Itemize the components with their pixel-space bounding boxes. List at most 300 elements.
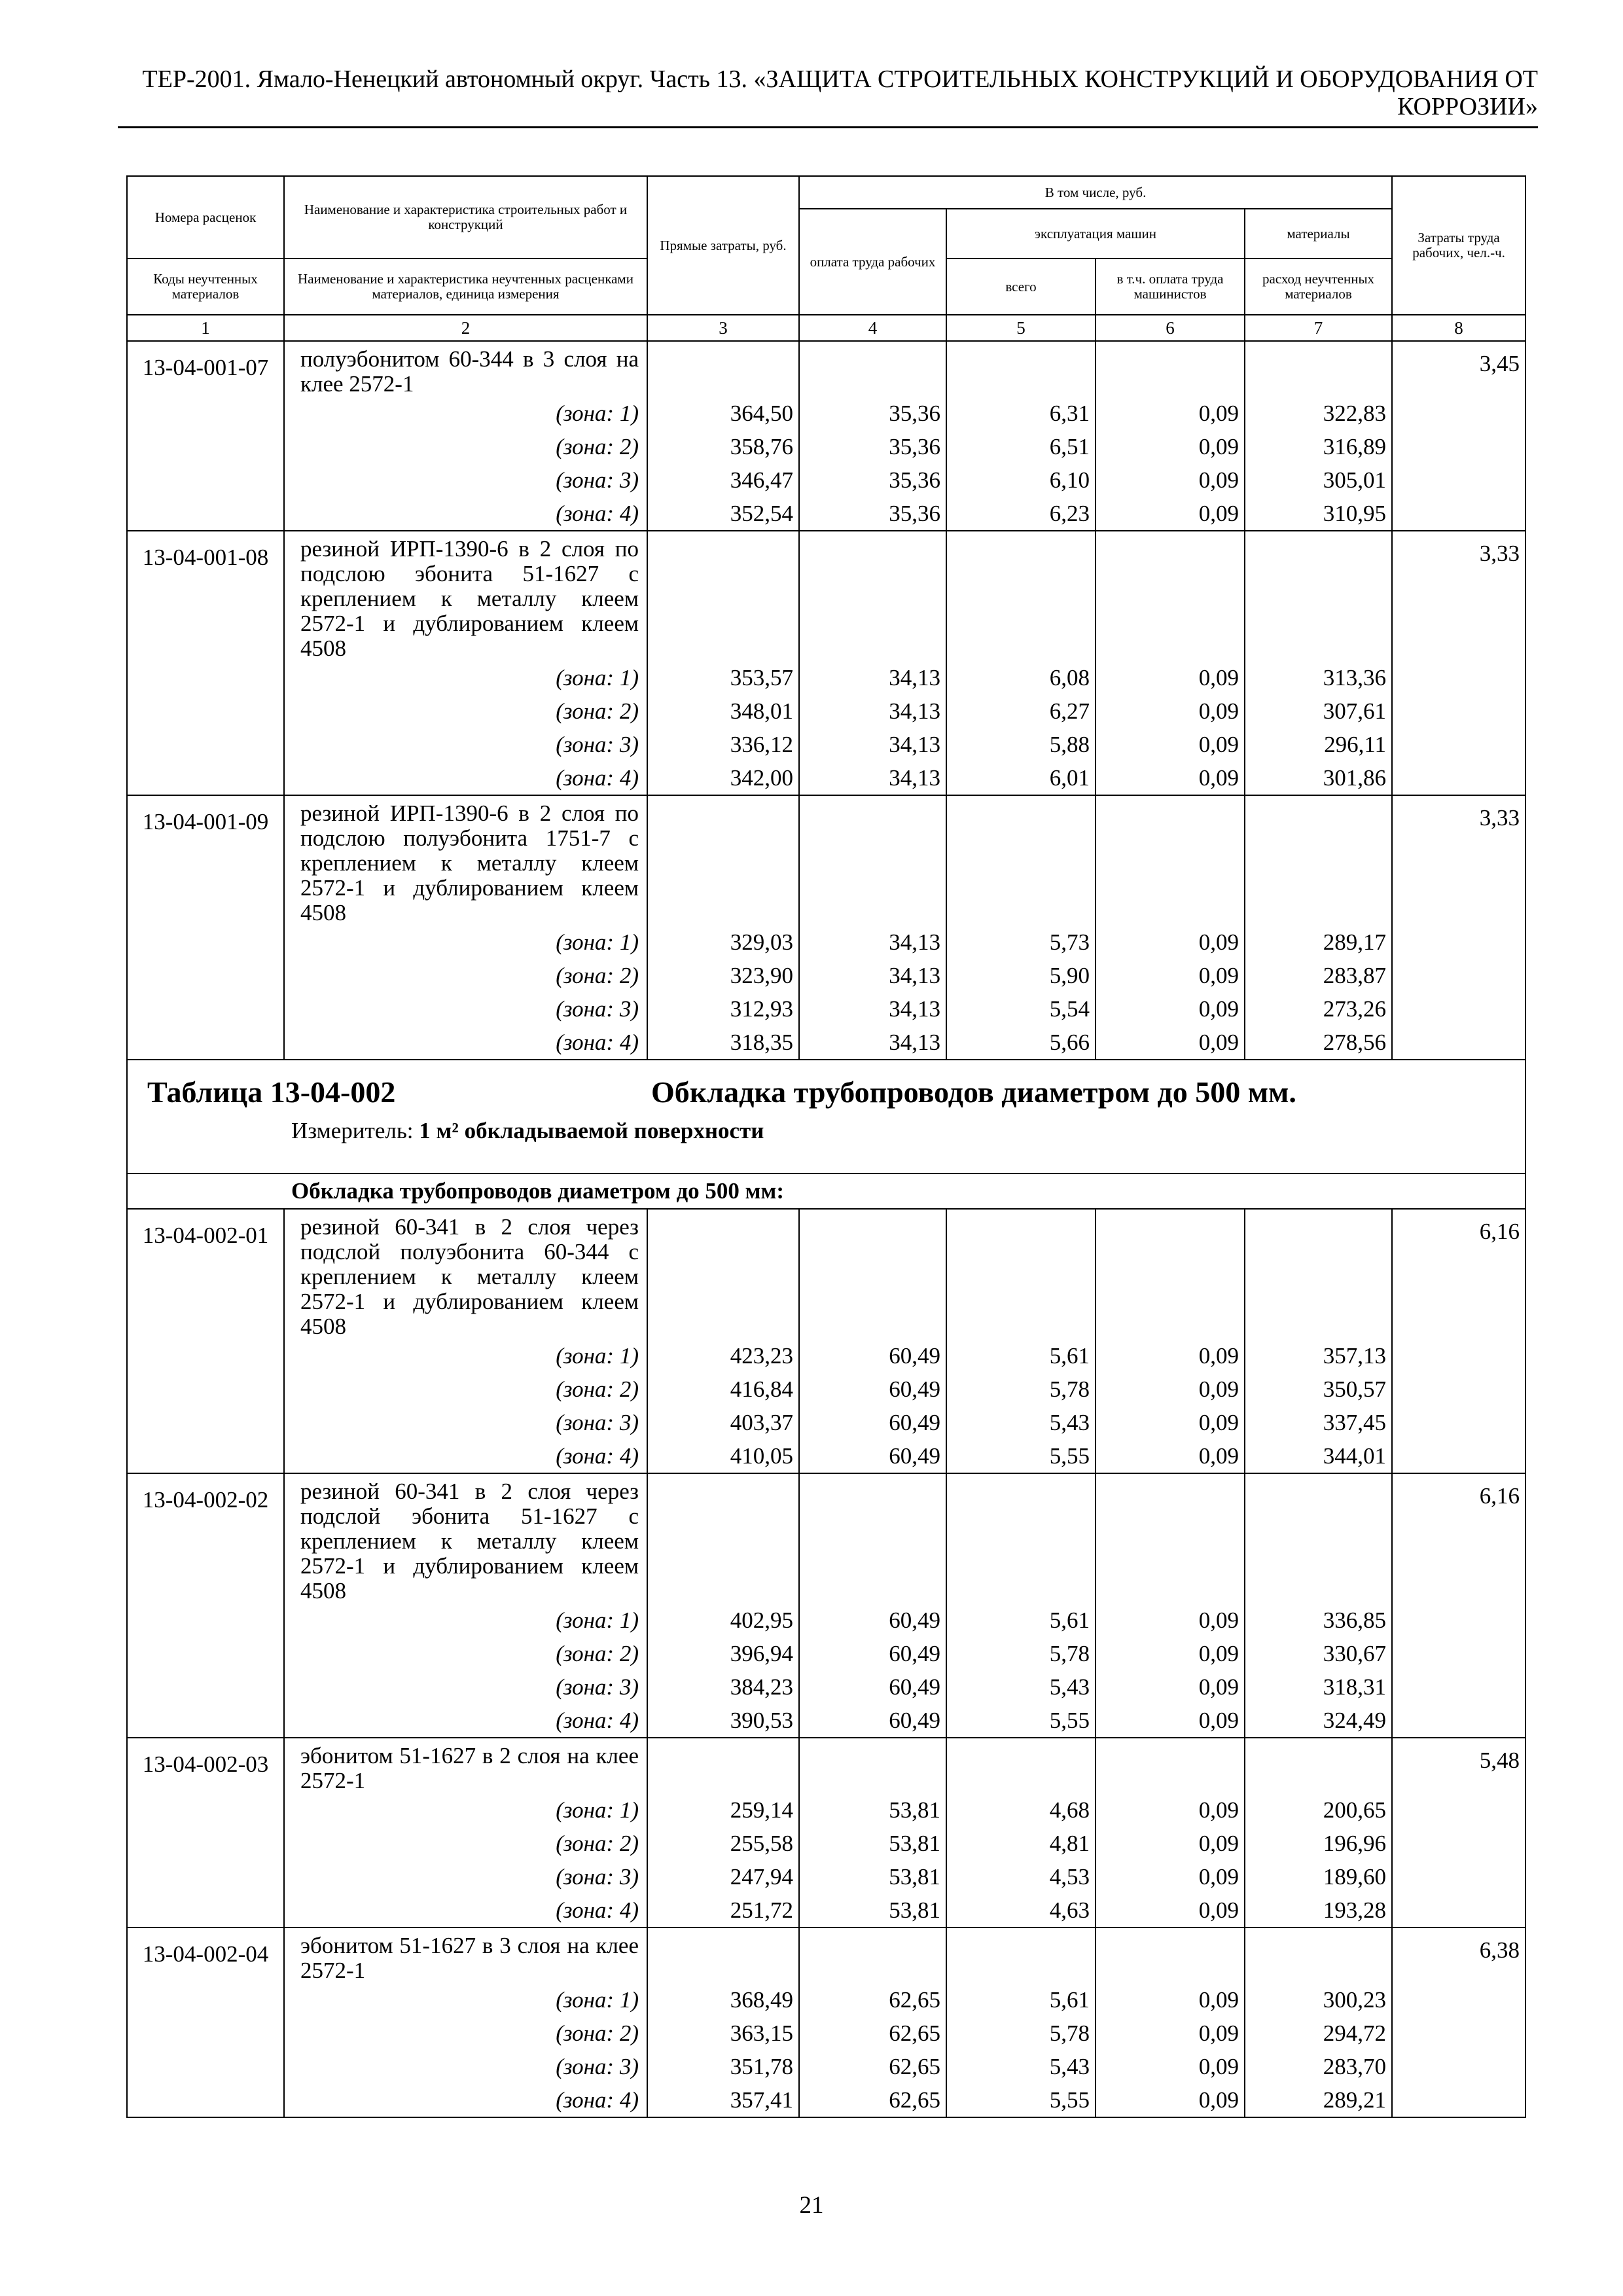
zone-value: 396,94 [730,1641,793,1666]
value-column [799,341,946,531]
rate-description-cell [284,531,647,795]
zone-value: 410,05 [730,1443,793,1469]
description-spacer [947,531,1095,661]
zone-label: (зона: 1) [556,1797,639,1823]
head-direct-cost: Прямые затраты, руб. [647,176,799,315]
zone-value: 403,37 [730,1410,793,1435]
zone-value: 5,78 [1049,1376,1090,1402]
value-column [647,1738,799,1928]
rate-description-cell [284,1473,647,1738]
zone-value: 5,78 [1049,1641,1090,1666]
description-spacer [1245,796,1391,925]
labor-value: 3,45 [1392,341,1525,531]
zone-value: 5,43 [1049,1674,1090,1700]
zone-value: 384,23 [730,1674,793,1700]
zone-value: 278,56 [1323,1030,1387,1055]
description-spacer [800,1210,946,1339]
zone-value: 0,09 [1198,765,1239,791]
rate-entry [127,1738,1525,1928]
description-spacer [648,796,798,925]
zone-value: 330,67 [1323,1641,1387,1666]
value-column [946,531,1096,795]
zone-value: 324,49 [1323,1708,1387,1733]
rate-entry [127,1473,1525,1738]
zone-label: (зона: 4) [556,1897,639,1923]
zone-value: 353,57 [730,665,793,691]
zone-value: 60,49 [889,1443,940,1469]
zone-value: 34,13 [889,996,940,1022]
zone-value: 0,09 [1198,1987,1239,2013]
zone-value: 60,49 [889,1607,940,1633]
zone-value: 348,01 [730,698,793,724]
zone-value: 0,09 [1198,929,1239,955]
col-number: 7 [1245,315,1392,341]
zone-value: 0,09 [1198,1864,1239,1890]
zone-value: 368,49 [730,1987,793,2013]
zone-label: (зона: 4) [556,1030,639,1055]
description-spacer [800,1738,946,1793]
zone-value: 301,86 [1323,765,1387,791]
zone-value: 357,41 [730,2087,793,2113]
value-column [799,1209,946,1473]
value-column [799,1738,946,1928]
zone-value: 5,61 [1049,1343,1090,1369]
value-column [799,795,946,1060]
zone-value: 0,09 [1198,2054,1239,2079]
description-spacer [947,1738,1095,1793]
zone-value: 329,03 [730,929,793,955]
value-column [946,1928,1096,2117]
labor-value: 6,38 [1392,1928,1525,2117]
rate-code: 13-04-002-02 [127,1473,284,1738]
head-material-use: расход неучтенных материалов [1245,259,1392,315]
zone-value: 0,09 [1198,1443,1239,1469]
rate-description-cell [284,1209,647,1473]
rate-description: эбонитом 51-1627 в 3 слоя на клее 2572-1 [300,1933,639,1983]
zone-label: (зона: 3) [556,996,639,1022]
zone-value: 34,13 [889,929,940,955]
zone-value: 35,36 [889,401,940,426]
zone-value: 4,68 [1049,1797,1090,1823]
zone-value: 60,49 [889,1410,940,1435]
value-column [946,1473,1096,1738]
zone-label: (зона: 3) [556,2054,639,2079]
zone-value: 5,73 [1049,929,1090,955]
labor-value: 3,33 [1392,531,1525,795]
zone-value: 6,08 [1049,665,1090,691]
zone-value: 0,09 [1198,665,1239,691]
description-spacer [1096,531,1244,661]
head-wage: оплата труда рабочих [799,209,946,315]
header-line-2: КОРРОЗИИ» [1397,93,1538,120]
value-column [799,1473,946,1738]
zone-value: 358,76 [730,434,793,459]
col-number: 6 [1096,315,1245,341]
value-column [1096,341,1245,531]
description-spacer [947,1474,1095,1604]
value-column [799,1928,946,2117]
zone-value: 352,54 [730,501,793,526]
zone-label: (зона: 2) [556,2020,639,2046]
zone-value: 289,17 [1323,929,1387,955]
zone-value: 322,83 [1323,401,1387,426]
labor-value: 6,16 [1392,1473,1525,1738]
zone-value: 336,85 [1323,1607,1387,1633]
description-spacer [648,1738,798,1793]
zone-label: (зона: 2) [556,1831,639,1856]
description-spacer [800,1474,946,1604]
zone-value: 0,09 [1198,1831,1239,1856]
head-group: В том числе, руб. [799,176,1392,209]
running-header [118,65,1538,120]
value-column [1245,1738,1392,1928]
value-column [1245,1209,1392,1473]
labor-value: 6,16 [1392,1209,1525,1473]
zone-value: 0,09 [1198,1641,1239,1666]
description-spacer [648,1474,798,1604]
zone-value: 313,36 [1323,665,1387,691]
zone-value: 0,09 [1198,1343,1239,1369]
rate-code: 13-04-001-07 [127,341,284,531]
value-column [647,1209,799,1473]
zone-value: 6,31 [1049,401,1090,426]
description-spacer [800,1928,946,1983]
description-spacer [648,342,798,397]
value-column [1096,531,1245,795]
zone-value: 4,63 [1049,1897,1090,1923]
description-spacer [648,1928,798,1983]
zone-value: 5,43 [1049,2054,1090,2079]
zone-value: 5,61 [1049,1987,1090,2013]
zone-label: (зона: 3) [556,1674,639,1700]
zone-value: 0,09 [1198,2087,1239,2113]
col-number: 3 [647,315,799,341]
description-spacer [947,796,1095,925]
measure-label: Измеритель: [291,1118,414,1143]
rate-entry [127,1209,1525,1473]
zone-value: 357,13 [1323,1343,1387,1369]
zone-value: 310,95 [1323,501,1387,526]
rate-description: эбонитом 51-1627 в 2 слоя на клее 2572-1 [300,1743,639,1793]
zone-value: 296,11 [1324,732,1387,757]
zone-value: 196,96 [1323,1831,1387,1856]
labor-value: 5,48 [1392,1738,1525,1928]
zone-value: 0,09 [1198,1410,1239,1435]
zone-value: 200,65 [1323,1797,1387,1823]
rate-description: резиной 60-341 в 2 слоя через подслой эбонита 51-1627 с креплением к металлу клеем 2572-1 и дублированием клеем 4508 [300,1479,639,1604]
value-column [1096,1738,1245,1928]
zone-value: 318,31 [1323,1674,1387,1700]
description-spacer [1245,1474,1391,1604]
zone-value: 289,21 [1323,2087,1387,2113]
value-column [647,1928,799,2117]
zone-value: 351,78 [730,2054,793,2079]
zone-value: 300,23 [1323,1987,1387,2013]
zone-value: 34,13 [889,765,940,791]
zone-value: 342,00 [730,765,793,791]
zone-value: 60,49 [889,1376,940,1402]
value-column [1096,1209,1245,1473]
value-column [1245,1473,1392,1738]
zone-label: (зона: 2) [556,434,639,459]
zone-value: 5,66 [1049,1030,1090,1055]
description-spacer [800,342,946,397]
value-column [1245,795,1392,1060]
description-spacer [1245,1210,1391,1339]
zone-value: 34,13 [889,698,940,724]
zone-value: 273,26 [1323,996,1387,1022]
rate-code: 13-04-002-04 [127,1928,284,2117]
zone-value: 259,14 [730,1797,793,1823]
zone-value: 294,72 [1323,2020,1387,2046]
value-column [946,1738,1096,1928]
description-spacer [1245,1738,1391,1793]
description-spacer [1245,1928,1391,1983]
zone-value: 4,53 [1049,1864,1090,1890]
zone-value: 346,47 [730,467,793,493]
zone-value: 34,13 [889,665,940,691]
zone-label: (зона: 4) [556,1443,639,1469]
zone-value: 336,12 [730,732,793,757]
page-number: 21 [799,2192,824,2219]
zone-value: 5,90 [1049,963,1090,988]
zone-value: 318,35 [730,1030,793,1055]
zone-value: 0,09 [1198,963,1239,988]
description-spacer [947,1928,1095,1983]
zone-value: 53,81 [889,1897,940,1923]
zone-value: 62,65 [889,1987,940,2013]
zone-label: (зона: 1) [556,665,639,691]
zone-label: (зона: 4) [556,501,639,526]
zone-label: (зона: 3) [556,732,639,757]
zone-value: 4,81 [1049,1831,1090,1856]
table-title-row [127,1060,1525,1174]
value-column [946,1209,1096,1473]
rate-code: 13-04-002-03 [127,1738,284,1928]
zone-label: (зона: 1) [556,1987,639,2013]
rate-description-cell [284,341,647,531]
zone-value: 6,27 [1049,698,1090,724]
zone-value: 53,81 [889,1797,940,1823]
zone-value: 0,09 [1198,1674,1239,1700]
col-number: 1 [127,315,284,341]
zone-value: 193,28 [1323,1897,1387,1923]
description-spacer [648,531,798,661]
zone-value: 305,01 [1323,467,1387,493]
zone-value: 35,36 [889,467,940,493]
zone-value: 0,09 [1198,996,1239,1022]
zone-value: 0,09 [1198,401,1239,426]
zone-label: (зона: 2) [556,1376,639,1402]
zone-value: 60,49 [889,1674,940,1700]
zone-value: 6,23 [1049,501,1090,526]
value-column [1245,341,1392,531]
zone-value: 60,49 [889,1343,940,1369]
head-code-bottom: Коды неучтенных материалов [127,259,284,315]
rate-description: резиной ИРП-1390-6 в 2 слоя по подслою эбонита 51-1627 с креплением к металлу клеем 2572-1 и дублированием клеем 4508 [300,536,639,661]
zone-value: 255,58 [730,1831,793,1856]
zone-value: 5,88 [1049,732,1090,757]
zone-value: 344,01 [1323,1443,1387,1469]
value-column [799,531,946,795]
head-materials: материалы [1245,209,1392,259]
zone-label: (зона: 3) [556,1864,639,1890]
zone-value: 34,13 [889,963,940,988]
value-column [1096,795,1245,1060]
zone-value: 62,65 [889,2087,940,2113]
head-name-bottom: Наименование и характеристика неучтенных расценками материалов, единица измерения [284,259,647,315]
zone-value: 62,65 [889,2020,940,2046]
zone-value: 6,10 [1049,467,1090,493]
zone-label: (зона: 1) [556,1607,639,1633]
zone-value: 6,01 [1049,765,1090,791]
zone-value: 5,78 [1049,2020,1090,2046]
rate-description: резиной ИРП-1390-6 в 2 слоя по подслою полуэбонита 1751-7 с креплением к металлу клеем 2572-1 и дублированием клеем 4508 [300,800,639,925]
zone-label: (зона: 4) [556,1708,639,1733]
zone-value: 53,81 [889,1831,940,1856]
value-column [1096,1928,1245,2117]
zone-value: 251,72 [730,1897,793,1923]
zone-value: 323,90 [730,963,793,988]
zone-value: 337,45 [1323,1410,1387,1435]
rate-description: резиной 60-341 в 2 слоя через подслой полуэбонита 60-344 с креплением к металлу клеем 2572-1 и дублированием клеем 4508 [300,1214,639,1339]
head-name-top: Наименование и характеристика строительных работ и конструкций [284,176,647,259]
zone-value: 35,36 [889,501,940,526]
zone-value: 53,81 [889,1864,940,1890]
zone-value: 5,55 [1049,2087,1090,2113]
zone-value: 5,61 [1049,1607,1090,1633]
description-spacer [947,1210,1095,1339]
description-spacer [1096,1928,1244,1983]
zone-value: 283,87 [1323,963,1387,988]
head-machines: эксплуатация машин [946,209,1245,259]
description-spacer [1096,796,1244,925]
zone-value: 423,23 [730,1343,793,1369]
zone-label: (зона: 3) [556,467,639,493]
zone-value: 0,09 [1198,434,1239,459]
value-column [1096,1473,1245,1738]
zone-value: 363,15 [730,2020,793,2046]
section-row [127,1174,1525,1209]
zone-value: 0,09 [1198,467,1239,493]
header-line-1: ТЕР-2001. Ямало-Ненецкий автономный округ. Часть 13. «ЗАЩИТА СТРОИТЕЛЬНЫХ КОНСТРУКЦИЙ И ОБОРУДОВАНИЯ ОТ [142,65,1538,93]
zone-label: (зона: 2) [556,963,639,988]
description-spacer [1245,342,1391,397]
zone-value: 62,65 [889,2054,940,2079]
zone-value: 316,89 [1323,434,1387,459]
table-title [127,1060,1525,1174]
description-spacer [800,796,946,925]
zone-value: 416,84 [730,1376,793,1402]
description-spacer [1096,342,1244,397]
zone-value: 0,09 [1198,1708,1239,1733]
head-machines-total: всего [946,259,1096,315]
zone-value: 0,09 [1198,1797,1239,1823]
rate-description-cell [284,1738,647,1928]
value-column [1245,531,1392,795]
rate-description-cell [284,795,647,1060]
header-rule [118,126,1538,128]
zone-value: 312,93 [730,996,793,1022]
labor-value: 3,33 [1392,795,1525,1060]
rate-code: 13-04-002-01 [127,1209,284,1473]
zone-value: 5,55 [1049,1443,1090,1469]
zone-label: (зона: 2) [556,698,639,724]
zone-label: (зона: 1) [556,401,639,426]
price-table [126,175,1526,2118]
rate-description-cell [284,1928,647,2117]
zone-value: 402,95 [730,1607,793,1633]
table-name: Обкладка трубопроводов диаметром до 500 мм. [651,1075,1296,1109]
measure-value: 1 м² обкладываемой поверхности [419,1118,764,1143]
zone-value: 247,94 [730,1864,793,1890]
head-machinist-wage: в т.ч. оплата труда машинистов [1096,259,1245,315]
value-column [946,795,1096,1060]
zone-value: 35,36 [889,434,940,459]
description-spacer [800,531,946,661]
value-column [1245,1928,1392,2117]
zone-value: 0,09 [1198,501,1239,526]
description-spacer [947,342,1095,397]
col-number: 5 [946,315,1096,341]
measure-unit [291,1118,764,1144]
zone-label: (зона: 4) [556,2087,639,2113]
rate-code: 13-04-001-08 [127,531,284,795]
zone-value: 0,09 [1198,2020,1239,2046]
zone-label: (зона: 1) [556,929,639,955]
description-spacer [648,1210,798,1339]
col-number: 4 [799,315,946,341]
rate-entry [127,795,1525,1060]
zone-value: 5,55 [1049,1708,1090,1733]
zone-value: 0,09 [1198,1897,1239,1923]
value-column [647,341,799,531]
zone-value: 34,13 [889,1030,940,1055]
zone-value: 6,51 [1049,434,1090,459]
zone-value: 307,61 [1323,698,1387,724]
zone-value: 5,54 [1049,996,1090,1022]
zone-value: 390,53 [730,1708,793,1733]
zone-value: 283,70 [1323,2054,1387,2079]
description-spacer [1096,1210,1244,1339]
zone-value: 0,09 [1198,698,1239,724]
zone-value: 60,49 [889,1641,940,1666]
head-labor: Затраты труда рабочих, чел.-ч. [1392,176,1525,315]
zone-label: (зона: 2) [556,1641,639,1666]
zone-value: 189,60 [1323,1864,1387,1890]
head-code-top: Номера расценок [127,176,284,259]
value-column [647,795,799,1060]
description-spacer [1096,1474,1244,1604]
zone-label: (зона: 4) [556,765,639,791]
rate-description: полуэбонитом 60-344 в 3 слоя на клее 2572-1 [300,346,639,397]
value-column [647,1473,799,1738]
zone-label: (зона: 3) [556,1410,639,1435]
col-number: 8 [1392,315,1525,341]
value-column [647,531,799,795]
zone-value: 0,09 [1198,1030,1239,1055]
zone-value: 60,49 [889,1708,940,1733]
rate-entry [127,531,1525,795]
zone-value: 364,50 [730,401,793,426]
value-column [946,341,1096,531]
zone-value: 0,09 [1198,732,1239,757]
zone-label: (зона: 1) [556,1343,639,1369]
col-number: 2 [284,315,647,341]
zone-value: 5,43 [1049,1410,1090,1435]
rate-code: 13-04-001-09 [127,795,284,1060]
zone-value: 0,09 [1198,1376,1239,1402]
